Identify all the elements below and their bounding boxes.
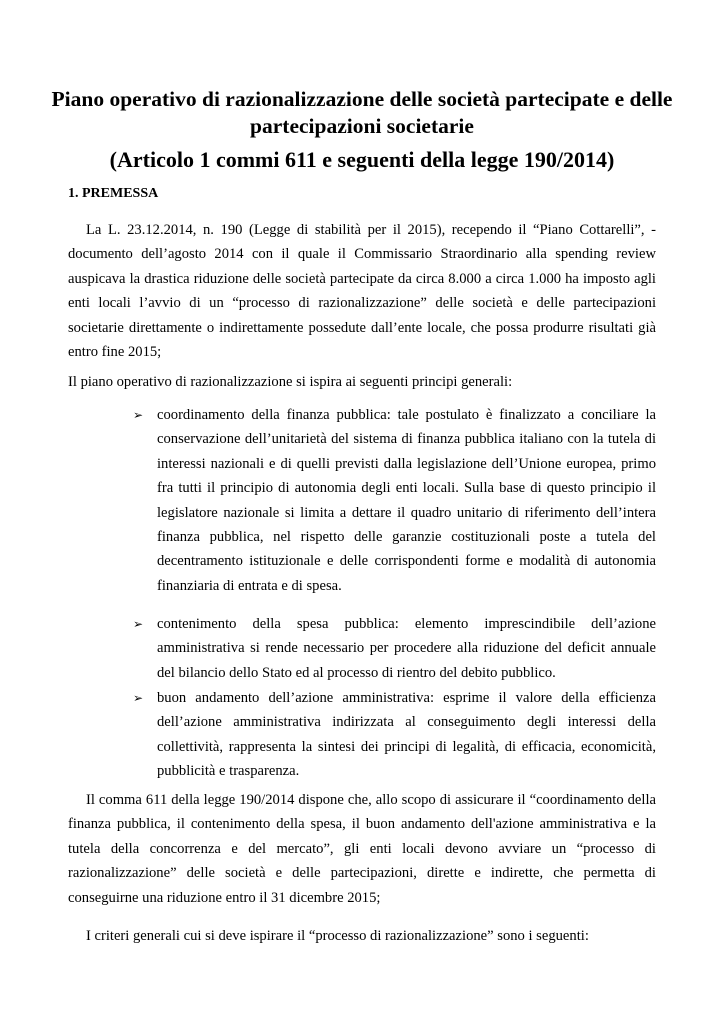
document-subtitle: (Articolo 1 commi 611 e seguenti della legge 190/2014) — [109, 147, 615, 172]
arrow-bullet-icon: ➢ — [133, 691, 144, 705]
list-item — [133, 686, 656, 784]
paragraph-premessa: La L. 23.12.2014, n. 190 (Legge di stabilità per il 2015), recependo il “Piano Cottarelli”, - documento dell’agosto 2014 con il quale il Commissario Straordinario alla spending review auspicava la drastica riduzione delle società partecipate da circa 8.000 a circa 1.000 ha imposto agli enti locali l’avvio di un “processo di razionalizzazione” delle società e delle partecipazioni societarie direttamente o indirettamente possedute dall’ente locale, che possa produrre risultati già entro fine 2015; — [68, 222, 656, 361]
list-item — [133, 612, 656, 685]
arrow-bullet-icon: ➢ — [133, 408, 144, 422]
list-item-text: contenimento della spesa pubblica: elemento imprescindibile dell’azione amministrativa si rende necessario per procedere alla riduzione del deficit annuale del bilancio dello Stato ed al processo di rientro del debito pubblico. — [157, 616, 656, 681]
list-item — [133, 403, 656, 598]
list-item-text: buon andamento dell’azione amministrativa: esprime il valore della efficienza dell’azione amministrativa indirizzata al conseguimento degli interessi della collettività, rappresenta la sintesi dei principi di legalità, di efficacia, economicità, pubblicità e trasparenza. — [157, 690, 656, 780]
paragraph-criteri: I criteri generali cui si deve ispirare il “processo di razionalizzazione” sono i seguenti: — [86, 928, 589, 944]
arrow-bullet-icon: ➢ — [133, 617, 144, 631]
list-item-text: coordinamento della finanza pubblica: tale postulato è finalizzato a conciliare la conservazione dell’unitarietà del sistema di finanza pubblica italiano con la tutela di interessi nazionali e di quelli previsti dalla legislazione dell’Unione europea, primo fra tutti il principio di autonomia degli enti locali. Sulla base di questo principio il legislatore nazionale si limita a dettare il quadro unitario di riferimento dell’intera finanza pubblica, nel rispetto delle garanzie costituzionali poste a tutela del decentramento istituzionale e delle corrispondenti forme e modalità di autonomia finanziaria di entrata e di spesa. — [157, 407, 656, 594]
paragraph-principi-intro: Il piano operativo di razionalizzazione si ispira ai seguenti principi generali: — [68, 374, 513, 390]
paragraph-comma-611: Il comma 611 della legge 190/2014 dispone che, allo scopo di assicurare il “coordinamento della finanza pubblica, il contenimento della spesa, il buon andamento dell'azione amministrativa e la tutela della concorrenza e del mercato”, gli enti locali devono avviare un “processo di razionalizzazione” delle società e delle partecipazioni, dirette e indirette, che permetta di conseguirne una riduzione entro il 31 dicembre 2015; — [68, 792, 656, 906]
document-title: Piano operativo di razionalizzazione delle società partecipate e delle partecipazioni societarie — [51, 87, 673, 138]
section-heading: 1. PREMESSA — [68, 186, 159, 201]
